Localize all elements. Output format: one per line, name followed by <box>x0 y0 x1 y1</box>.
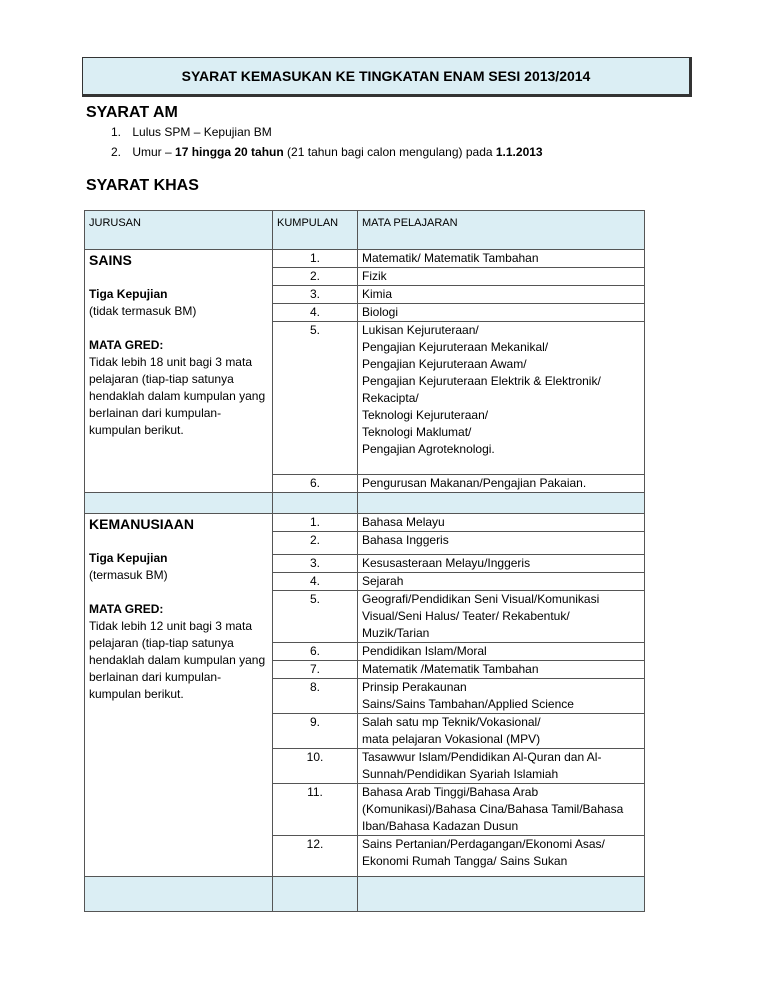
header-jurusan: JURUSAN <box>85 211 273 250</box>
group-subjects <box>358 714 645 749</box>
general-item-2: 2. Umur – 17 hingga 20 tahun (21 tahun bagi calon mengulang) pada 1.1.2013 <box>111 145 543 159</box>
general-item-1: 1. Lulus SPM – Kepujian BM <box>111 125 272 139</box>
group-subjects <box>358 573 645 591</box>
group-subjects <box>358 591 645 643</box>
specific-requirements-heading: SYARAT KHAS <box>86 177 199 194</box>
age-range: 17 hingga 20 tahun <box>175 145 284 159</box>
general-requirements-heading: SYARAT AM <box>86 104 178 121</box>
group-subjects <box>358 661 645 679</box>
group-number: 2. <box>273 532 358 555</box>
header-kumpulan: KUMPULAN <box>273 211 358 250</box>
kemanusiaan-credits-label: Tiga Kepujian <box>89 551 168 565</box>
subject-line: Teknologi Maklumat/ <box>362 425 472 439</box>
subject-line: Sunnah/Pendidikan Syariah Islamiah <box>362 767 559 781</box>
subject-line: Sains Pertanian/Perdagangan/Ekonomi Asas/ <box>362 837 605 851</box>
subject-line: Bahasa Melayu <box>362 515 445 529</box>
group-subjects <box>358 679 645 714</box>
group-subjects <box>358 268 645 286</box>
subject-line: Ekonomi Rumah Tangga/ Sains Sukan <box>362 854 568 868</box>
sains-grade-label: MATA GRED: <box>89 338 164 352</box>
subject-line: Biologi <box>362 305 399 319</box>
sains-grade-text: Tidak lebih 18 unit bagi 3 mata pelajaran (tiap-tiap satunya hendaklah dalam kumpulan yang berlainan dari kumpulan-kumpulan berikut. <box>89 355 266 437</box>
subject-line: Pendidikan Islam/Moral <box>362 644 487 658</box>
group-number: 11. <box>273 784 358 836</box>
group-subjects <box>358 532 645 555</box>
subject-line: Pengajian Agroteknologi. <box>362 442 495 456</box>
group-subjects <box>358 304 645 322</box>
subject-line: Rekacipta/ <box>362 391 419 405</box>
group-number: 6. <box>273 643 358 661</box>
group-subjects <box>358 322 645 475</box>
group-number: 3. <box>273 555 358 573</box>
subject-line: Salah satu mp Teknik/Vokasional/ <box>362 715 541 729</box>
subject-line: Tasawwur Islam/Pendidikan Al-Quran dan Al- <box>362 750 602 764</box>
subject-line: Pengajian Kejuruteraan Elektrik & Elektronik/ <box>362 374 601 388</box>
sains-description <box>85 250 273 493</box>
table-row <box>85 514 645 532</box>
kemanusiaan-description <box>85 514 273 877</box>
group-number: 7. <box>273 661 358 679</box>
group-subjects <box>358 643 645 661</box>
table-header-row <box>85 211 645 250</box>
group-number: 5. <box>273 591 358 643</box>
subject-line: mata pelajaran Vokasional (MPV) <box>362 732 541 746</box>
group-number: 8. <box>273 679 358 714</box>
group-number: 2. <box>273 268 358 286</box>
group-number: 1. <box>273 514 358 532</box>
group-number: 12. <box>273 836 358 877</box>
group-number: 5. <box>273 322 358 475</box>
subject-line: Visual/Seni Halus/ Teater/ Rekabentuk/ <box>362 609 570 623</box>
sains-name: SAINS <box>89 252 132 268</box>
group-number: 6. <box>273 475 358 493</box>
subject-line: Lukisan Kejuruteraan/ <box>362 323 479 337</box>
subject-line: Bahasa Inggeris <box>362 533 449 547</box>
group-number: 9. <box>273 714 358 749</box>
kemanusiaan-grade-text: Tidak lebih 12 unit bagi 3 mata pelajaran (tiap-tiap satunya hendaklah dalam kumpulan yang berlainan dari kumpulan-kumpulan berikut. <box>89 619 266 701</box>
subject-line: Pengajian Kejuruteraan Awam/ <box>362 357 527 371</box>
subject-line: Muzik/Tarian <box>362 626 430 640</box>
table-row <box>85 250 645 268</box>
group-number: 1. <box>273 250 358 268</box>
subject-line: Kimia <box>362 287 393 301</box>
subject-line: Matematik /Matematik Tambahan <box>362 662 539 676</box>
separator-row <box>85 877 645 912</box>
subject-line: Pengurusan Makanan/Pengajian Pakaian. <box>362 476 587 490</box>
subject-line: Geografi/Pendidikan Seni Visual/Komunikasi <box>362 592 600 606</box>
sains-credits-label: Tiga Kepujian <box>89 287 168 301</box>
kemanusiaan-credits-note: (termasuk BM) <box>89 568 168 582</box>
subject-line: Prinsip Perakaunan <box>362 680 467 694</box>
kemanusiaan-name: KEMANUSIAAN <box>89 516 194 532</box>
group-number: 4. <box>273 573 358 591</box>
group-subjects <box>358 250 645 268</box>
group-subjects <box>358 836 645 877</box>
subject-line: Sains/Sains Tambahan/Applied Science <box>362 697 574 711</box>
separator-row <box>85 493 645 514</box>
group-subjects <box>358 555 645 573</box>
subject-line: Bahasa Arab Tinggi/Bahasa Arab <box>362 785 539 799</box>
subject-line: Kesusasteraan Melayu/Inggeris <box>362 556 531 570</box>
group-subjects <box>358 286 645 304</box>
group-subjects <box>358 475 645 493</box>
group-number: 3. <box>273 286 358 304</box>
document-title: SYARAT KEMASUKAN KE TINGKATAN ENAM SESI 2013/2014 <box>82 57 692 97</box>
subject-line: Matematik/ Matematik Tambahan <box>362 251 539 265</box>
group-number: 4. <box>273 304 358 322</box>
subject-line: Iban/Bahasa Kadazan Dusun <box>362 819 519 833</box>
kemanusiaan-grade-label: MATA GRED: <box>89 602 164 616</box>
subject-line: Fizik <box>362 269 387 283</box>
group-subjects <box>358 784 645 836</box>
subject-line: (Komunikasi)/Bahasa Cina/Bahasa Tamil/Bahasa <box>362 802 624 816</box>
sains-credits-note: (tidak termasuk BM) <box>89 304 197 318</box>
group-subjects <box>358 514 645 532</box>
group-number: 10. <box>273 749 358 784</box>
header-mata-pelajaran: MATA PELAJARAN <box>358 211 645 250</box>
requirements-table <box>84 210 645 912</box>
subject-line: Pengajian Kejuruteraan Mekanikal/ <box>362 340 549 354</box>
reference-date: 1.1.2013 <box>495 145 543 159</box>
subject-line: Teknologi Kejuruteraan/ <box>362 408 489 422</box>
group-subjects <box>358 749 645 784</box>
subject-line: Sejarah <box>362 574 404 588</box>
general-requirements-list <box>111 122 543 162</box>
